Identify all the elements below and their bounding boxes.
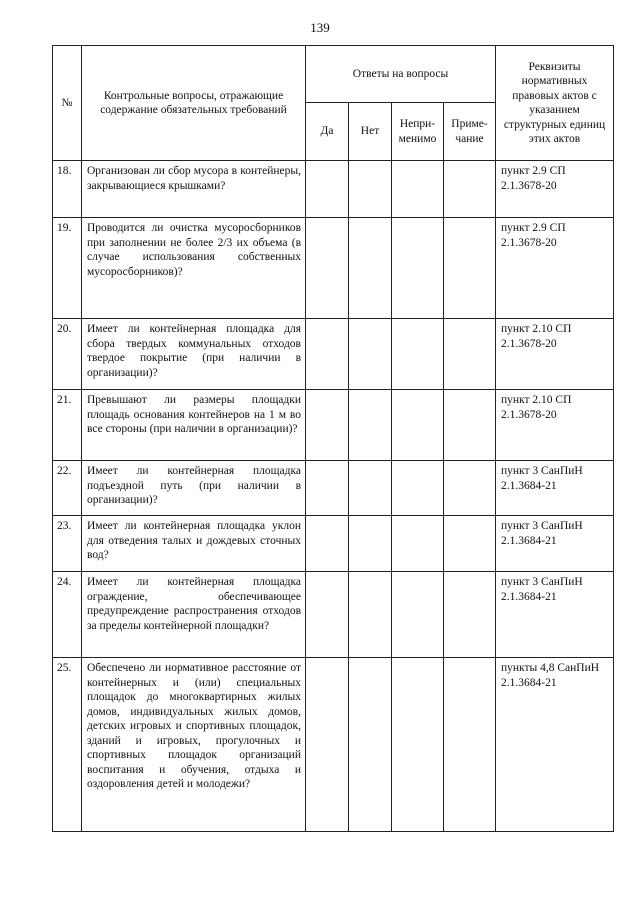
row-number: 25.	[53, 658, 82, 832]
answer-note-cell[interactable]	[444, 218, 496, 319]
answer-note-cell[interactable]	[444, 658, 496, 832]
answer-note-cell[interactable]	[444, 319, 496, 390]
row-number: 24.	[53, 572, 82, 658]
answer-not-applicable-cell[interactable]	[392, 658, 444, 832]
answer-yes-cell[interactable]	[306, 218, 349, 319]
row-question: Превышают ли размеры площадки площадь основания контейнеров на 1 м во все стороны (при наличии в организации)?	[82, 390, 306, 461]
answer-yes-cell[interactable]	[306, 390, 349, 461]
header-not-applicable: Непри-менимо	[392, 103, 444, 161]
answer-not-applicable-cell[interactable]	[392, 390, 444, 461]
answer-note-cell[interactable]	[444, 572, 496, 658]
table-row	[53, 218, 614, 319]
row-question: Имеет ли контейнерная площадка ограждение, обеспечивающее предупреждение распространения отходов за пределы контейнерной площадки?	[82, 572, 306, 658]
answer-note-cell[interactable]	[444, 516, 496, 572]
row-number: 23.	[53, 516, 82, 572]
row-number: 20.	[53, 319, 82, 390]
answer-not-applicable-cell[interactable]	[392, 461, 444, 516]
row-requisite: пункт 2.9 СП 2.1.3678-20	[496, 161, 614, 218]
row-question: Имеет ли контейнерная площадка уклон для отведения талых и дождевых сточных вод?	[82, 516, 306, 572]
row-number: 22.	[53, 461, 82, 516]
row-question: Имеет ли контейнерная площадка для сбора твердых коммунальных отходов твердое покрытие (при наличии в организации)?	[82, 319, 306, 390]
answer-no-cell[interactable]	[349, 516, 392, 572]
table-row	[53, 572, 614, 658]
header-yes: Да	[306, 103, 349, 161]
answer-note-cell[interactable]	[444, 161, 496, 218]
answer-yes-cell[interactable]	[306, 319, 349, 390]
row-requisite: пункт 3 СанПиН 2.1.3684-21	[496, 572, 614, 658]
answer-no-cell[interactable]	[349, 390, 392, 461]
header-note: Приме-чание	[444, 103, 496, 161]
table-row	[53, 161, 614, 218]
answer-no-cell[interactable]	[349, 461, 392, 516]
answer-not-applicable-cell[interactable]	[392, 516, 444, 572]
answer-not-applicable-cell[interactable]	[392, 572, 444, 658]
row-number: 21.	[53, 390, 82, 461]
header-requisites: Реквизиты нормативных правовых актов с указанием структурных единиц этих актов	[496, 46, 614, 161]
header-num: №	[53, 46, 82, 161]
answer-not-applicable-cell[interactable]	[392, 161, 444, 218]
answer-no-cell[interactable]	[349, 658, 392, 832]
answer-yes-cell[interactable]	[306, 658, 349, 832]
answer-not-applicable-cell[interactable]	[392, 218, 444, 319]
table-row	[53, 390, 614, 461]
row-requisite: пункт 3 СанПиН 2.1.3684-21	[496, 461, 614, 516]
row-requisite: пункт 2.9 СП 2.1.3678-20	[496, 218, 614, 319]
row-number: 19.	[53, 218, 82, 319]
row-question: Имеет ли контейнерная площадка подъездной путь (при наличии в организации)?	[82, 461, 306, 516]
answer-yes-cell[interactable]	[306, 161, 349, 218]
answer-not-applicable-cell[interactable]	[392, 319, 444, 390]
answer-no-cell[interactable]	[349, 161, 392, 218]
row-question: Организован ли сбор мусора в контейнеры, закрывающиеся крышками?	[82, 161, 306, 218]
table-row	[53, 319, 614, 390]
answer-note-cell[interactable]	[444, 390, 496, 461]
header-question: Контрольные вопросы, отражающие содержание обязательных требований	[82, 46, 306, 161]
answer-no-cell[interactable]	[349, 319, 392, 390]
table-row	[53, 461, 614, 516]
page-number: 139	[310, 20, 330, 35]
row-question: Проводится ли очистка мусоросборников при заполнении не более 2/3 их объема (в случае использования собственных мусоросборников)?	[82, 218, 306, 319]
row-question: Обеспечено ли нормативное расстояние от контейнерных и (или) специальных площадок до многоквартирных жилых домов, индивидуальных жилых домов, детских игровых и спортивных площадок, зданий и игровых, прогулочных и спортивных площадок организаций воспитания и обучения, отдыха и оздоровления детей и молодежи?	[82, 658, 306, 832]
row-number: 18.	[53, 161, 82, 218]
table-row	[53, 658, 614, 832]
header-no: Нет	[349, 103, 392, 161]
header-answers: Ответы на вопросы	[306, 46, 496, 103]
table-row	[53, 516, 614, 572]
row-requisite: пункт 2.10 СП 2.1.3678-20	[496, 319, 614, 390]
answer-no-cell[interactable]	[349, 572, 392, 658]
header-row	[53, 46, 614, 103]
row-requisite: пункт 2.10 СП 2.1.3678-20	[496, 390, 614, 461]
answer-note-cell[interactable]	[444, 461, 496, 516]
answer-yes-cell[interactable]	[306, 516, 349, 572]
answer-yes-cell[interactable]	[306, 461, 349, 516]
row-requisite: пункт 3 СанПиН 2.1.3684-21	[496, 516, 614, 572]
checklist-table	[52, 45, 614, 832]
answer-no-cell[interactable]	[349, 218, 392, 319]
answer-yes-cell[interactable]	[306, 572, 349, 658]
row-requisite: пункты 4,8 СанПиН 2.1.3684-21	[496, 658, 614, 832]
